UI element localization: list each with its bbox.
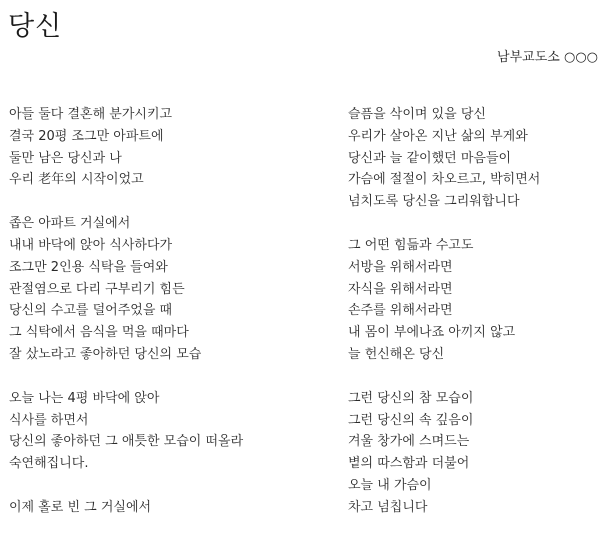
poem-line: 넘치도록 당신을 그리워합니다: [348, 194, 520, 210]
poem-line: 그런 당신의 속 깊음이: [348, 412, 474, 428]
poem-left-column: [9, 104, 329, 541]
poem-line: 그 어떤 힘듦과 수고도: [348, 237, 474, 253]
poem-line: 우리 老年의 시작이었고: [9, 172, 144, 188]
poem-line: 가슴에 절절이 차오르고, 박히면서: [348, 172, 541, 188]
poem-line: 당신의 좋아하던 그 애틋한 모습이 떠올라: [9, 434, 244, 450]
stanza: [348, 104, 598, 213]
poem-line: 자식을 위해서라면: [348, 281, 453, 297]
poem-line: 당신과 늘 같이했던 마음들이: [348, 150, 512, 166]
stanza: [9, 388, 329, 475]
poem-line: 잘 샀노라고 좋아하던 당신의 모습: [9, 346, 202, 362]
stanza: [348, 388, 598, 519]
poem-line: 겨울 창가에 스며드는: [348, 434, 470, 450]
poem-line: 그런 당신의 참 모습이: [348, 390, 474, 406]
poem-line: 숙연해집니다.: [9, 456, 89, 472]
poem-line: 차고 넘칩니다: [348, 499, 428, 515]
poem-line: 식사를 하면서: [9, 412, 89, 428]
poem-author: 남부교도소 ○○○: [497, 50, 598, 65]
poem-line: 당신의 수고를 덜어주었을 때: [9, 303, 173, 319]
poem-line: 결국 20평 조그만 아파트에: [9, 128, 164, 144]
poem-line: 그 식탁에서 음식을 먹을 때마다: [9, 325, 189, 341]
poem-right-column: [348, 104, 598, 541]
poem-line: 둘만 남은 당신과 나: [9, 150, 122, 166]
poem-line: 서방을 위해서라면: [348, 259, 453, 275]
poem-line: 우리가 살아온 지난 삶의 부게와: [348, 128, 528, 144]
poem-line: 내내 바닥에 앉아 식사하다가: [9, 237, 173, 253]
poem-line: 늘 헌신해온 당신: [348, 346, 445, 362]
poem-title: 당신: [8, 11, 63, 42]
stanza: [9, 104, 329, 191]
poem-line: 손주를 위해서라면: [348, 303, 453, 319]
poem-line: 오늘 내 가슴이: [348, 477, 432, 493]
stanza: [9, 497, 329, 519]
poem-line: 볕의 따스함과 더불어: [348, 456, 470, 472]
stanza: [9, 213, 329, 366]
poem-line: 아들 둘다 결혼해 분가시키고: [9, 107, 173, 122]
poem-line: 내 몸이 부에나죠 아끼지 않고: [348, 325, 516, 341]
poem-line: 조그만 2인용 식탁을 들여와: [9, 259, 168, 275]
poem-line: 관절염으로 다리 구부리기 힘든: [9, 281, 185, 297]
poem-line: 이제 홀로 빈 그 거실에서: [9, 499, 152, 515]
stanza: [348, 235, 598, 366]
poem-line: 슬픔을 삭이며 있을 당신: [348, 107, 486, 122]
poem-line: 좁은 아파트 거실에서: [9, 216, 131, 232]
poem-line: 오늘 나는 4평 바닥에 앉아: [9, 390, 160, 406]
